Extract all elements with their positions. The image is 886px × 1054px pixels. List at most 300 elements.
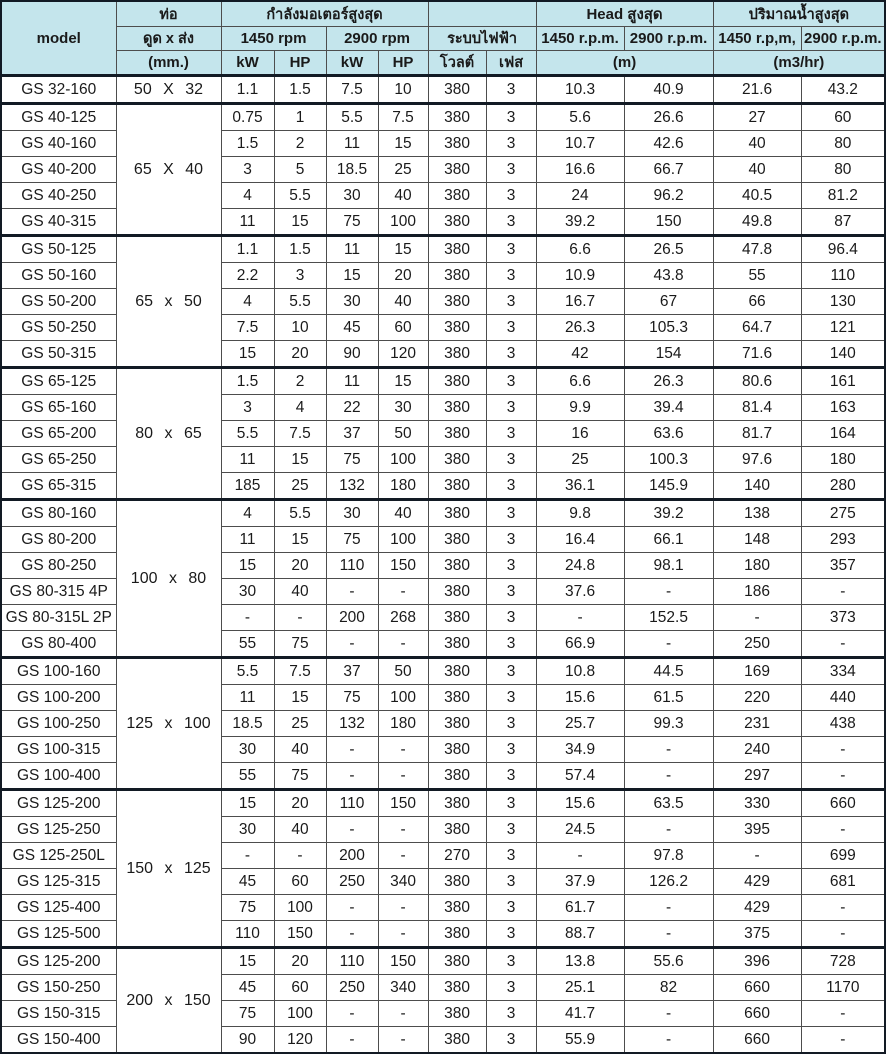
hp2900-cell: 180 (378, 711, 428, 737)
head2900-cell: 96.2 (624, 183, 713, 209)
head2900-cell: 26.5 (624, 236, 713, 263)
hp1450-cell: 40 (274, 737, 326, 763)
flow1450-cell: 81.7 (713, 421, 801, 447)
volt-cell: 380 (428, 289, 486, 315)
flow1450-cell: 429 (713, 895, 801, 921)
model-cell: GS 80-250 (1, 553, 116, 579)
flow1450-cell: 64.7 (713, 315, 801, 341)
hp2900-cell: 15 (378, 368, 428, 395)
flow2900-cell: 60 (801, 104, 885, 131)
hp1450-cell: 15 (274, 685, 326, 711)
flow1450-cell: 297 (713, 763, 801, 790)
flow1450-cell: 71.6 (713, 341, 801, 368)
volt-cell: 380 (428, 685, 486, 711)
hp1450-cell: - (274, 605, 326, 631)
head1450-cell: 10.9 (536, 263, 624, 289)
column-header-head-1450: 1450 r.p.m. (536, 27, 624, 51)
kw1450-cell: 4 (221, 289, 274, 315)
phase-cell: 3 (486, 711, 536, 737)
flow2900-cell: 438 (801, 711, 885, 737)
kw1450-cell: 15 (221, 553, 274, 579)
volt-cell: 380 (428, 395, 486, 421)
head2900-cell: - (624, 1001, 713, 1027)
head2900-cell: - (624, 817, 713, 843)
flow2900-cell: 96.4 (801, 236, 885, 263)
head2900-cell: 44.5 (624, 658, 713, 685)
head1450-cell: 16.6 (536, 157, 624, 183)
kw1450-cell: 11 (221, 685, 274, 711)
pipe-size-cell: 65 x 50 (116, 236, 221, 368)
phase-cell: 3 (486, 843, 536, 869)
column-header-pipe-suction-discharge: ดูด x ส่ง (116, 27, 221, 51)
head2900-cell: 39.2 (624, 500, 713, 527)
kw1450-cell: 11 (221, 527, 274, 553)
column-header-kw-1450: kW (221, 51, 274, 76)
head2900-cell: - (624, 1027, 713, 1054)
head2900-cell: 61.5 (624, 685, 713, 711)
hp2900-cell: 150 (378, 948, 428, 975)
model-cell: GS 65-250 (1, 447, 116, 473)
head2900-cell: - (624, 921, 713, 948)
column-header-hp-1450: HP (274, 51, 326, 76)
flow2900-cell: - (801, 1027, 885, 1054)
column-header-head: Head สูงสุด (536, 1, 713, 27)
column-header-flow-1450: 1450 r.p,m, (713, 27, 801, 51)
model-cell: GS 65-160 (1, 395, 116, 421)
head1450-cell: 9.9 (536, 395, 624, 421)
flow1450-cell: 47.8 (713, 236, 801, 263)
head1450-cell: 15.6 (536, 685, 624, 711)
model-cell: GS 100-250 (1, 711, 116, 737)
kw2900-cell: 30 (326, 500, 378, 527)
hp1450-cell: 40 (274, 817, 326, 843)
hp2900-cell: 30 (378, 395, 428, 421)
hp1450-cell: 150 (274, 921, 326, 948)
kw1450-cell: 5.5 (221, 658, 274, 685)
volt-cell: 380 (428, 341, 486, 368)
kw2900-cell: 200 (326, 843, 378, 869)
head1450-cell: 10.3 (536, 76, 624, 104)
hp2900-cell: - (378, 631, 428, 658)
volt-cell: 380 (428, 975, 486, 1001)
hp1450-cell: 1.5 (274, 236, 326, 263)
kw1450-cell: 30 (221, 817, 274, 843)
flow2900-cell: - (801, 1001, 885, 1027)
head2900-cell: 39.4 (624, 395, 713, 421)
column-header-motor-power: กำลังมอเตอร์สูงสุด (221, 1, 428, 27)
phase-cell: 3 (486, 527, 536, 553)
head1450-cell: 61.7 (536, 895, 624, 921)
head2900-cell: 43.8 (624, 263, 713, 289)
flow1450-cell: 169 (713, 658, 801, 685)
head1450-cell: - (536, 843, 624, 869)
flow1450-cell: 330 (713, 790, 801, 817)
hp1450-cell: 20 (274, 790, 326, 817)
hp2900-cell: - (378, 763, 428, 790)
head1450-cell: 13.8 (536, 948, 624, 975)
column-header-flow-unit: (m3/hr) (713, 51, 885, 76)
kw1450-cell: 30 (221, 579, 274, 605)
phase-cell: 3 (486, 368, 536, 395)
volt-cell: 380 (428, 447, 486, 473)
kw1450-cell: 15 (221, 948, 274, 975)
table-row (1, 790, 885, 817)
kw2900-cell: 5.5 (326, 104, 378, 131)
volt-cell: 270 (428, 843, 486, 869)
head1450-cell: 34.9 (536, 737, 624, 763)
head2900-cell: 99.3 (624, 711, 713, 737)
table-row (1, 76, 885, 104)
volt-cell: 380 (428, 209, 486, 236)
phase-cell: 3 (486, 763, 536, 790)
model-cell: GS 50-160 (1, 263, 116, 289)
volt-cell: 380 (428, 790, 486, 817)
kw1450-cell: 11 (221, 447, 274, 473)
flow2900-cell: 80 (801, 157, 885, 183)
hp1450-cell: 4 (274, 395, 326, 421)
kw1450-cell: 1.5 (221, 131, 274, 157)
head2900-cell: - (624, 631, 713, 658)
kw2900-cell: 7.5 (326, 76, 378, 104)
hp1450-cell: 100 (274, 1001, 326, 1027)
table-row (1, 658, 885, 685)
phase-cell: 3 (486, 975, 536, 1001)
model-cell: GS 50-315 (1, 341, 116, 368)
kw2900-cell: 30 (326, 183, 378, 209)
hp1450-cell: 15 (274, 447, 326, 473)
flow1450-cell: 395 (713, 817, 801, 843)
model-cell: GS 80-315L 2P (1, 605, 116, 631)
column-header-model: model (1, 1, 116, 76)
flow2900-cell: 728 (801, 948, 885, 975)
flow2900-cell: 180 (801, 447, 885, 473)
head2900-cell: 154 (624, 341, 713, 368)
model-cell: GS 100-200 (1, 685, 116, 711)
kw1450-cell: 45 (221, 869, 274, 895)
flow2900-cell: 43.2 (801, 76, 885, 104)
head2900-cell: 98.1 (624, 553, 713, 579)
model-cell: GS 125-250L (1, 843, 116, 869)
flow1450-cell: 40.5 (713, 183, 801, 209)
phase-cell: 3 (486, 1001, 536, 1027)
flow1450-cell: 21.6 (713, 76, 801, 104)
kw1450-cell: 18.5 (221, 711, 274, 737)
flow1450-cell: 148 (713, 527, 801, 553)
model-cell: GS 125-315 (1, 869, 116, 895)
hp2900-cell: 40 (378, 183, 428, 209)
kw2900-cell: - (326, 1027, 378, 1054)
hp1450-cell: 7.5 (274, 421, 326, 447)
volt-cell: 380 (428, 658, 486, 685)
flow2900-cell: 81.2 (801, 183, 885, 209)
hp2900-cell: 7.5 (378, 104, 428, 131)
flow2900-cell: 699 (801, 843, 885, 869)
flow2900-cell: - (801, 579, 885, 605)
pipe-size-cell: 125 x 100 (116, 658, 221, 790)
hp2900-cell: 50 (378, 658, 428, 685)
head1450-cell: - (536, 605, 624, 631)
kw1450-cell: 7.5 (221, 315, 274, 341)
column-header-2900rpm: 2900 rpm (326, 27, 428, 51)
hp2900-cell: - (378, 579, 428, 605)
phase-cell: 3 (486, 341, 536, 368)
head2900-cell: 126.2 (624, 869, 713, 895)
head1450-cell: 55.9 (536, 1027, 624, 1054)
kw1450-cell: 185 (221, 473, 274, 500)
model-cell: GS 125-500 (1, 921, 116, 948)
hp2900-cell: 150 (378, 553, 428, 579)
model-cell: GS 100-315 (1, 737, 116, 763)
flow1450-cell: 27 (713, 104, 801, 131)
kw2900-cell: - (326, 579, 378, 605)
table-row (1, 236, 885, 263)
volt-cell: 380 (428, 131, 486, 157)
phase-cell: 3 (486, 183, 536, 209)
volt-cell: 380 (428, 183, 486, 209)
volt-cell: 380 (428, 236, 486, 263)
hp1450-cell: 120 (274, 1027, 326, 1054)
phase-cell: 3 (486, 447, 536, 473)
flow1450-cell: 140 (713, 473, 801, 500)
phase-cell: 3 (486, 263, 536, 289)
flow1450-cell: 250 (713, 631, 801, 658)
kw2900-cell: 250 (326, 975, 378, 1001)
flow2900-cell: 80 (801, 131, 885, 157)
column-header-pipe: ท่อ (116, 1, 221, 27)
volt-cell: 380 (428, 579, 486, 605)
kw1450-cell: 2.2 (221, 263, 274, 289)
hp2900-cell: 40 (378, 289, 428, 315)
head2900-cell: 26.3 (624, 368, 713, 395)
phase-cell: 3 (486, 315, 536, 341)
flow2900-cell: - (801, 763, 885, 790)
hp1450-cell: 100 (274, 895, 326, 921)
hp2900-cell: 100 (378, 447, 428, 473)
head1450-cell: 42 (536, 341, 624, 368)
kw2900-cell: - (326, 921, 378, 948)
kw2900-cell: 110 (326, 790, 378, 817)
phase-cell: 3 (486, 473, 536, 500)
model-cell: GS 50-200 (1, 289, 116, 315)
hp1450-cell: 20 (274, 948, 326, 975)
head1450-cell: 16 (536, 421, 624, 447)
kw2900-cell: 75 (326, 447, 378, 473)
kw1450-cell: 1.1 (221, 76, 274, 104)
phase-cell: 3 (486, 395, 536, 421)
head1450-cell: 15.6 (536, 790, 624, 817)
flow2900-cell: 275 (801, 500, 885, 527)
hp1450-cell: 25 (274, 711, 326, 737)
column-header-kw-2900: kW (326, 51, 378, 76)
phase-cell: 3 (486, 921, 536, 948)
column-header-volt: โวลต์ (428, 51, 486, 76)
flow2900-cell: 681 (801, 869, 885, 895)
volt-cell: 380 (428, 737, 486, 763)
flow1450-cell: 81.4 (713, 395, 801, 421)
head1450-cell: 5.6 (536, 104, 624, 131)
volt-cell: 380 (428, 631, 486, 658)
kw2900-cell: - (326, 763, 378, 790)
hp1450-cell: 2 (274, 131, 326, 157)
kw1450-cell: 0.75 (221, 104, 274, 131)
head2900-cell: 63.5 (624, 790, 713, 817)
model-cell: GS 80-315 4P (1, 579, 116, 605)
head1450-cell: 10.7 (536, 131, 624, 157)
phase-cell: 3 (486, 658, 536, 685)
flow1450-cell: 40 (713, 157, 801, 183)
head2900-cell: 145.9 (624, 473, 713, 500)
kw1450-cell: 55 (221, 631, 274, 658)
hp1450-cell: 2 (274, 368, 326, 395)
hp2900-cell: - (378, 737, 428, 763)
head1450-cell: 9.8 (536, 500, 624, 527)
kw1450-cell: 75 (221, 895, 274, 921)
kw1450-cell: 15 (221, 790, 274, 817)
volt-cell: 380 (428, 1001, 486, 1027)
phase-cell: 3 (486, 1027, 536, 1054)
kw2900-cell: 11 (326, 368, 378, 395)
pipe-size-cell: 65 X 40 (116, 104, 221, 236)
kw2900-cell: - (326, 737, 378, 763)
volt-cell: 380 (428, 500, 486, 527)
head2900-cell: 66.7 (624, 157, 713, 183)
volt-cell: 380 (428, 76, 486, 104)
head1450-cell: 37.9 (536, 869, 624, 895)
hp1450-cell: 75 (274, 631, 326, 658)
volt-cell: 380 (428, 527, 486, 553)
phase-cell: 3 (486, 209, 536, 236)
model-cell: GS 100-160 (1, 658, 116, 685)
kw2900-cell: 110 (326, 948, 378, 975)
hp1450-cell: 7.5 (274, 658, 326, 685)
flow1450-cell: 429 (713, 869, 801, 895)
kw2900-cell: 110 (326, 553, 378, 579)
flow1450-cell: 55 (713, 263, 801, 289)
hp1450-cell: 5 (274, 157, 326, 183)
hp2900-cell: - (378, 817, 428, 843)
kw1450-cell: 3 (221, 157, 274, 183)
volt-cell: 380 (428, 1027, 486, 1054)
head1450-cell: 39.2 (536, 209, 624, 236)
head1450-cell: 16.7 (536, 289, 624, 315)
hp1450-cell: 75 (274, 763, 326, 790)
kw2900-cell: 37 (326, 658, 378, 685)
model-cell: GS 150-400 (1, 1027, 116, 1054)
head2900-cell: 152.5 (624, 605, 713, 631)
head1450-cell: 88.7 (536, 921, 624, 948)
head2900-cell: 26.6 (624, 104, 713, 131)
flow2900-cell: 293 (801, 527, 885, 553)
head1450-cell: 25.7 (536, 711, 624, 737)
hp2900-cell: 50 (378, 421, 428, 447)
phase-cell: 3 (486, 948, 536, 975)
hp2900-cell: - (378, 1027, 428, 1054)
volt-cell: 380 (428, 315, 486, 341)
flow2900-cell: 660 (801, 790, 885, 817)
volt-cell: 380 (428, 553, 486, 579)
model-cell: GS 100-400 (1, 763, 116, 790)
kw1450-cell: 4 (221, 183, 274, 209)
head1450-cell: 16.4 (536, 527, 624, 553)
flow1450-cell: 80.6 (713, 368, 801, 395)
hp2900-cell: 340 (378, 869, 428, 895)
flow2900-cell: 1170 (801, 975, 885, 1001)
hp1450-cell: 5.5 (274, 183, 326, 209)
head1450-cell: 41.7 (536, 1001, 624, 1027)
head1450-cell: 24.5 (536, 817, 624, 843)
head1450-cell: 24 (536, 183, 624, 209)
flow2900-cell: - (801, 631, 885, 658)
flow1450-cell: 240 (713, 737, 801, 763)
head2900-cell: 66.1 (624, 527, 713, 553)
flow1450-cell: 186 (713, 579, 801, 605)
head2900-cell: 97.8 (624, 843, 713, 869)
model-cell: GS 150-315 (1, 1001, 116, 1027)
flow2900-cell: 280 (801, 473, 885, 500)
pipe-size-cell: 200 x 150 (116, 948, 221, 1054)
model-cell: GS 40-315 (1, 209, 116, 236)
hp1450-cell: 3 (274, 263, 326, 289)
kw1450-cell: 15 (221, 341, 274, 368)
flow1450-cell: - (713, 843, 801, 869)
hp1450-cell: 15 (274, 209, 326, 236)
pipe-size-cell: 150 x 125 (116, 790, 221, 948)
flow1450-cell: 396 (713, 948, 801, 975)
volt-cell: 380 (428, 605, 486, 631)
flow2900-cell: 130 (801, 289, 885, 315)
column-header-flow: ปริมาณน้ำสูงสุด (713, 1, 885, 27)
hp2900-cell: 150 (378, 790, 428, 817)
column-header-electric-system: ระบบไฟฟ้า (428, 27, 536, 51)
phase-cell: 3 (486, 76, 536, 104)
model-cell: GS 125-200 (1, 790, 116, 817)
volt-cell: 380 (428, 817, 486, 843)
volt-cell: 380 (428, 368, 486, 395)
kw2900-cell: - (326, 895, 378, 921)
phase-cell: 3 (486, 869, 536, 895)
head1450-cell: 10.8 (536, 658, 624, 685)
pipe-size-cell: 50 X 32 (116, 76, 221, 104)
hp2900-cell: 60 (378, 315, 428, 341)
model-cell: GS 125-200 (1, 948, 116, 975)
hp1450-cell: 1 (274, 104, 326, 131)
column-header-1450rpm: 1450 rpm (221, 27, 326, 51)
kw1450-cell: 45 (221, 975, 274, 1001)
kw1450-cell: 30 (221, 737, 274, 763)
column-header-hp-2900: HP (378, 51, 428, 76)
head1450-cell: 24.8 (536, 553, 624, 579)
flow2900-cell: 87 (801, 209, 885, 236)
column-header-pipe-unit: (mm.) (116, 51, 221, 76)
flow1450-cell: 138 (713, 500, 801, 527)
phase-cell: 3 (486, 553, 536, 579)
pipe-size-cell: 80 x 65 (116, 368, 221, 500)
flow1450-cell: 660 (713, 1027, 801, 1054)
flow1450-cell: 220 (713, 685, 801, 711)
kw2900-cell: 18.5 (326, 157, 378, 183)
hp1450-cell: 60 (274, 869, 326, 895)
kw1450-cell: 90 (221, 1027, 274, 1054)
hp2900-cell: - (378, 843, 428, 869)
head2900-cell: 100.3 (624, 447, 713, 473)
head1450-cell: 26.3 (536, 315, 624, 341)
hp2900-cell: 100 (378, 209, 428, 236)
kw2900-cell: 75 (326, 527, 378, 553)
head2900-cell: - (624, 763, 713, 790)
hp2900-cell: 25 (378, 157, 428, 183)
hp1450-cell: 60 (274, 975, 326, 1001)
phase-cell: 3 (486, 500, 536, 527)
